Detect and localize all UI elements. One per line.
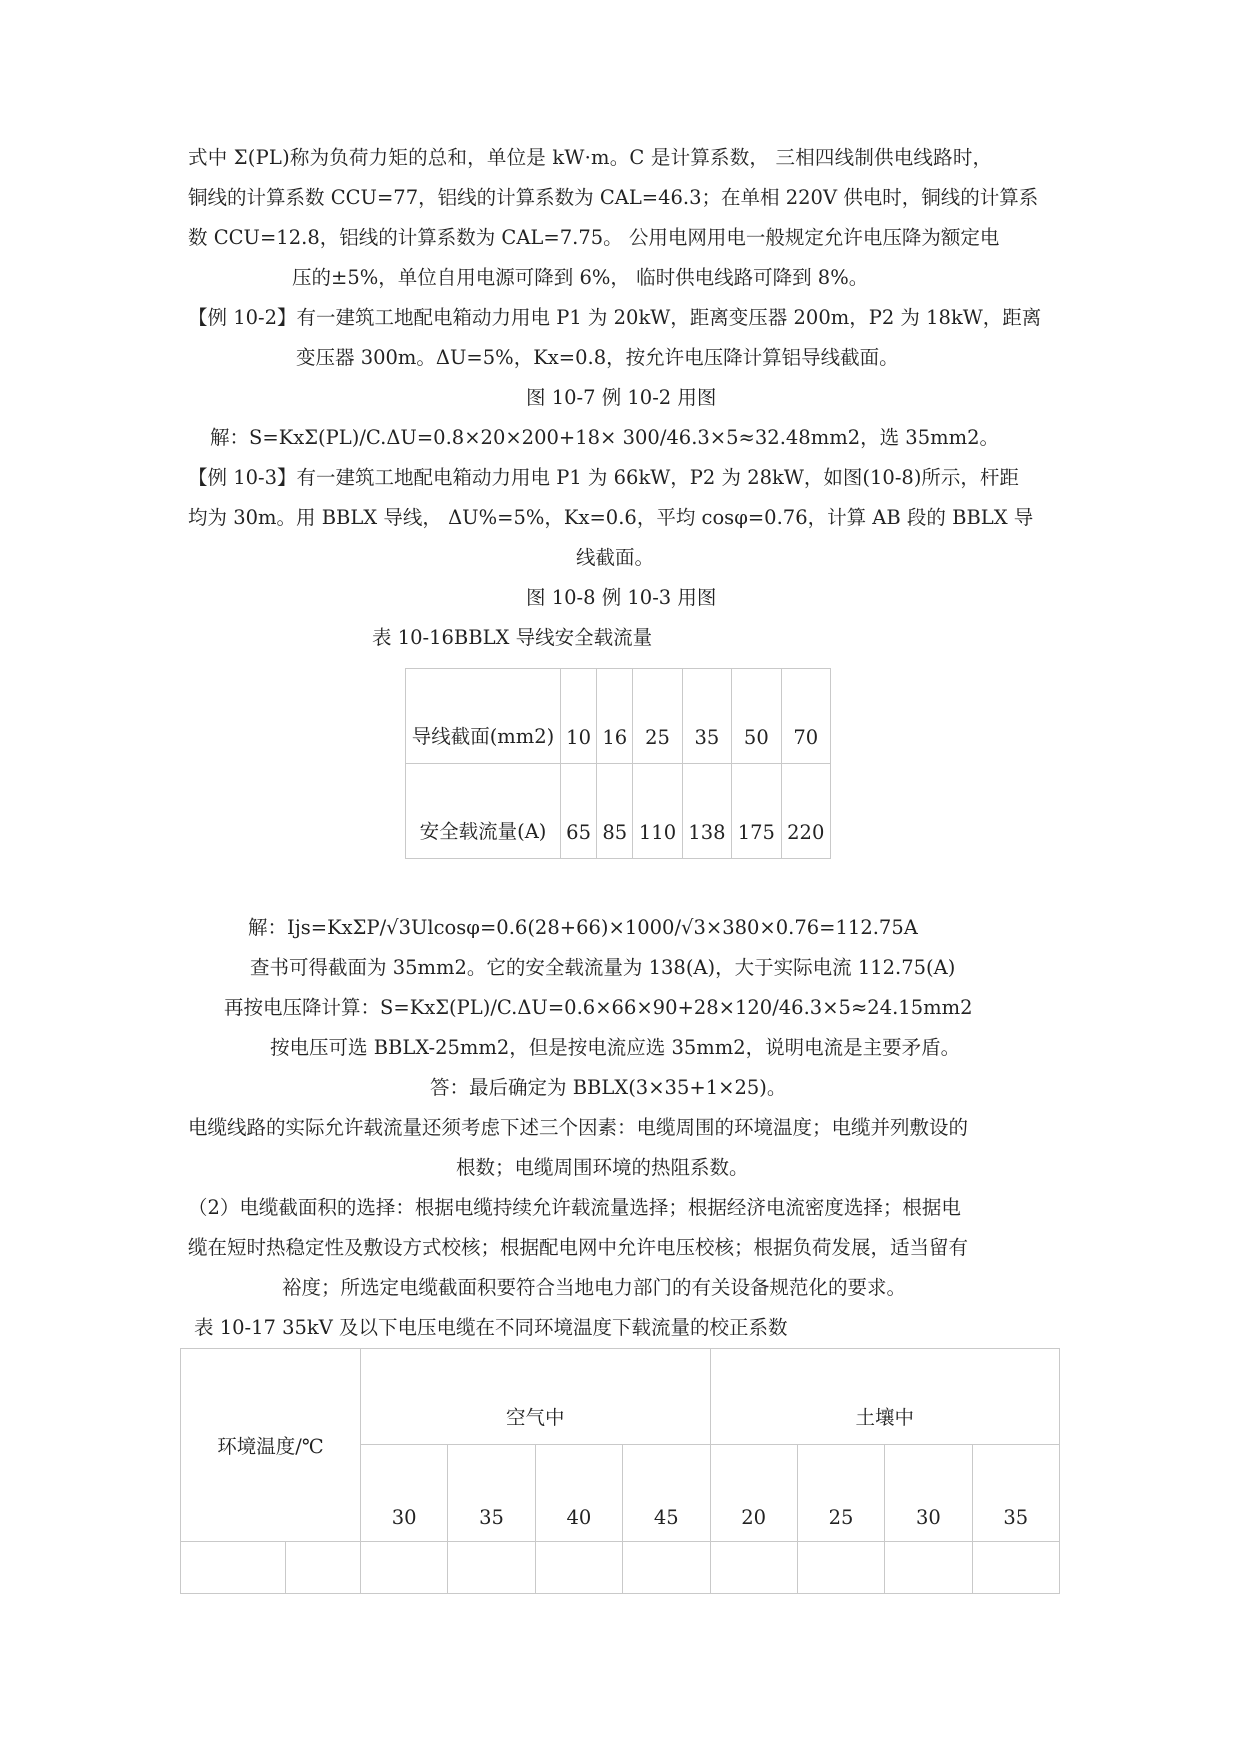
table-cell: 40 xyxy=(535,1445,622,1541)
table-cell: 70 xyxy=(781,669,830,764)
table-row xyxy=(406,669,831,764)
table-cell: 30 xyxy=(885,1445,972,1541)
text-line: 解：Ijs=KxΣP/√3Ulcosφ=0.6(28+66)×1000/√3×380×0.76=112.75A xyxy=(248,916,918,939)
text-line: 线截面。 xyxy=(576,546,655,569)
text-line: 压的±5%，单位自用电源可降到 6%， 临时供电线路可降到 8%。 xyxy=(292,266,869,289)
text-line: 解：S=KxΣ(PL)/C.ΔU=0.8×20×200+18× 300/46.3×5≈32.48mm2，选 35mm2。 xyxy=(210,426,999,449)
text-line: 【例 10-3】有一建筑工地配电箱动力用电 P1 为 66kW，P2 为 28kW，如图(10-8)所示，杆距 xyxy=(188,466,1019,489)
row-label: 安全载流量(A) xyxy=(406,764,561,859)
table-cell: 25 xyxy=(633,669,682,764)
figure-caption: 图 10-7 例 10-2 用图 xyxy=(526,386,717,409)
table-caption: 表 10-16BBLX 导线安全载流量 xyxy=(372,626,653,649)
table-cell xyxy=(361,1541,448,1593)
text-line: 均为 30m。用 BBLX 导线， ΔU%=5%，Kx=0.6，平均 cosφ=0.76，计算 AB 段的 BBLX 导 xyxy=(188,506,1034,529)
table-cell: 30 xyxy=(361,1445,448,1541)
table-cell: 25 xyxy=(797,1445,884,1541)
text-line: 铜线的计算系数 CCU=77，铝线的计算系数为 CAL=46.3；在单相 220V 供电时，铜线的计算系 xyxy=(188,186,1039,209)
text-line: 式中 Σ(PL)称为负荷力矩的总和，单位是 kW·m。C 是计算系数， 三相四线制供电线路时， xyxy=(188,146,993,169)
table-row xyxy=(181,1541,1060,1593)
table-cell xyxy=(710,1541,797,1593)
table-cell xyxy=(535,1541,622,1593)
table-cell xyxy=(797,1541,884,1593)
table-caption: 表 10-17 35kV 及以下电压电缆在不同环境温度下载流量的校正系数 xyxy=(194,1316,788,1339)
table-cell xyxy=(623,1541,710,1593)
row-header: 环境温度/℃ xyxy=(181,1349,361,1542)
table-cell: 35 xyxy=(448,1445,535,1541)
table-cell: 220 xyxy=(781,764,830,859)
text-line: 答：最后确定为 BBLX(3×35+1×25)。 xyxy=(430,1076,787,1099)
figure-caption: 图 10-8 例 10-3 用图 xyxy=(526,586,717,609)
table-cell xyxy=(181,1541,286,1593)
text-line: 按电压可选 BBLX-25mm2，但是按电流应选 35mm2，说明电流是主要矛盾。 xyxy=(270,1036,961,1059)
text-line: 变压器 300m。ΔU=5%，Kx=0.8，按允许电压降计算铝导线截面。 xyxy=(296,346,899,369)
table-cell: 138 xyxy=(682,764,731,859)
text-line: 数 CCU=12.8，铝线的计算系数为 CAL=7.75。 公用电网用电一般规定允许电压降为额定电 xyxy=(188,226,1000,249)
table-cell xyxy=(972,1541,1059,1593)
text-line: 根数；电缆周围环境的热阻系数。 xyxy=(456,1156,749,1179)
bblx-current-table xyxy=(405,668,831,859)
table-cell: 45 xyxy=(623,1445,710,1541)
correction-factor-table xyxy=(180,1348,1060,1594)
table-cell: 35 xyxy=(682,669,731,764)
table-cell: 50 xyxy=(732,669,781,764)
text-line: 查书可得截面为 35mm2。它的安全载流量为 138(A)，大于实际电流 112.75(A) xyxy=(250,956,956,979)
text-line: 裕度；所选定电缆截面积要符合当地电力部门的有关设备规范化的要求。 xyxy=(282,1276,907,1299)
text-line: 【例 10-2】有一建筑工地配电箱动力用电 P1 为 20kW，距离变压器 200m，P2 为 18kW，距离 xyxy=(188,306,1042,329)
text-line: 电缆线路的实际允许载流量还须考虑下述三个因素：电缆周围的环境温度；电缆并列敷设的 xyxy=(188,1116,969,1139)
table-cell: 175 xyxy=(732,764,781,859)
row-label: 导线截面(mm2) xyxy=(406,669,561,764)
table-cell xyxy=(448,1541,535,1593)
table-cell: 85 xyxy=(597,764,633,859)
table-row xyxy=(181,1349,1060,1445)
table-row xyxy=(406,764,831,859)
table-cell: 110 xyxy=(633,764,682,859)
table-cell xyxy=(286,1541,361,1593)
table-cell: 16 xyxy=(597,669,633,764)
group-header-air: 空气中 xyxy=(361,1349,711,1445)
group-header-soil: 土壤中 xyxy=(710,1349,1060,1445)
table-cell xyxy=(885,1541,972,1593)
table-cell: 20 xyxy=(710,1445,797,1541)
table-cell: 10 xyxy=(561,669,597,764)
text-line: 再按电压降计算：S=KxΣ(PL)/C.ΔU=0.6×66×90+28×120/46.3×5≈24.15mm2 xyxy=(224,996,973,1019)
table-cell: 65 xyxy=(561,764,597,859)
text-line: （2）电缆截面积的选择：根据电缆持续允许载流量选择；根据经济电流密度选择；根据电 xyxy=(188,1196,961,1219)
text-line: 缆在短时热稳定性及敷设方式校核；根据配电网中允许电压校核；根据负荷发展，适当留有 xyxy=(188,1236,969,1259)
table-cell: 35 xyxy=(972,1445,1059,1541)
